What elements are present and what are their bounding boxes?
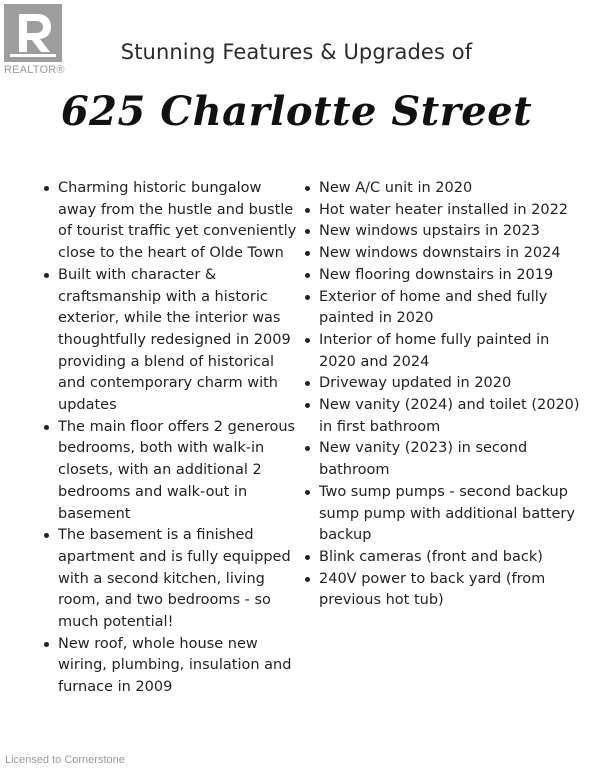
list-item: New roof, whole house new wiring, plumbing, insulation and furnace in 2009 xyxy=(40,634,300,699)
list-item: Charming historic bungalow away from the hustle and bustle of tourist traffic yet conveniently close to the heart of Olde Town xyxy=(40,178,300,265)
features-list-right xyxy=(301,178,581,612)
list-item: Driveway updated in 2020 xyxy=(301,373,581,395)
license-footer: Licensed to Cornerstone xyxy=(5,754,125,766)
list-item: New flooring downstairs in 2019 xyxy=(301,265,581,287)
list-item: New vanity (2024) and toilet (2020) in first bathroom xyxy=(301,395,581,438)
list-item: Blink cameras (front and back) xyxy=(301,547,581,569)
list-item: New vanity (2023) in second bathroom xyxy=(301,438,581,481)
list-item: Two sump pumps - second backup sump pump with additional battery backup xyxy=(301,482,581,547)
property-address: 625 Charlotte Street xyxy=(60,88,533,135)
list-item: 240V power to back yard (from previous hot tub) xyxy=(301,569,581,612)
list-item: The basement is a finished apartment and is fully equipped with a second kitchen, living room, and two bedrooms - so much potential! xyxy=(40,525,300,634)
page-heading: Stunning Features & Upgrades of xyxy=(120,40,473,64)
list-item: The main floor offers 2 generous bedrooms, both with walk-in closets, with an additional 2 bedrooms and walk-out in basement xyxy=(40,417,300,526)
list-item: Exterior of home and shed fully painted in 2020 xyxy=(301,287,581,330)
features-list-left xyxy=(40,178,300,699)
list-item: Built with character & craftsmanship with a historic exterior, while the interior was thoughtfully redesigned in 2009 providing a blend of historical and contemporary charm with updates xyxy=(40,265,300,417)
list-item: New windows upstairs in 2023 xyxy=(301,221,581,243)
list-item: Interior of home fully painted in 2020 and 2024 xyxy=(301,330,581,373)
list-item: New A/C unit in 2020 xyxy=(301,178,581,200)
list-item: New windows downstairs in 2024 xyxy=(301,243,581,265)
realtor-logo-text: REALTOR® xyxy=(4,64,65,76)
list-item: Hot water heater installed in 2022 xyxy=(301,200,581,222)
